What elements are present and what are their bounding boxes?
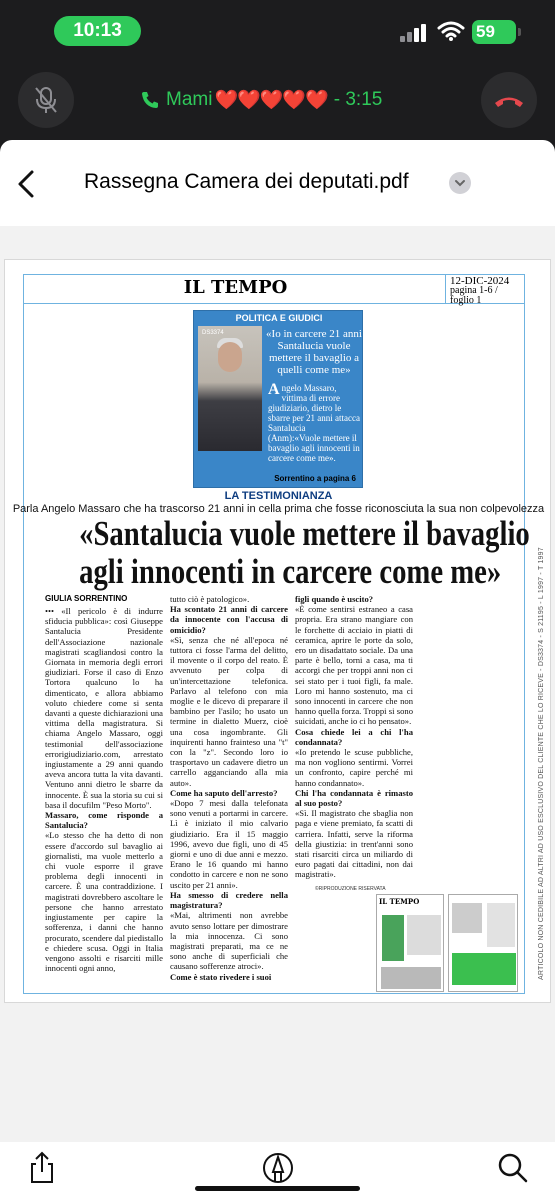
promo-ref: Sorrentino a pagina 6 — [274, 474, 356, 483]
promo-quote: «Io in carcere 21 anni Santalucia vuole mettere il bavaglio a quelli come me» — [266, 328, 362, 376]
promo-tag: POLITICA E GIUDICI — [235, 313, 323, 323]
masthead-box — [23, 274, 446, 304]
col2-question-3: Ha smesso di credere nella magistratura? — [170, 889, 288, 911]
call-label[interactable] — [140, 86, 430, 114]
search-icon — [493, 1148, 533, 1188]
thumbnail-block — [487, 903, 515, 947]
headline-line-1: «Santalucia vuole mettere il bavaglio — [79, 514, 530, 553]
col2-question-4: Come è stato rivedere i suoi — [170, 971, 272, 982]
article-pages: pagina 1-6 / — [450, 285, 498, 296]
col1-answer-1: «Lo stesso che ha detto di non essere d'accordo sul bavaglio ai giornalisti, ma vuole metterlo a chi vuole esporre il grave problema degli innocenti in carcere. È una contraddizione. I magistrati dovrebbero ascoltare le persone che hanno arrestato ingiustamente per capire la sofferenza, i danni che hanno procurato, scendere dal piedistallo e chiedere scusa. Oggi in Italia vengono assolti e risarciti mille innocenti ogni anno, — [45, 830, 163, 974]
thumbnail-block — [452, 953, 516, 985]
promo-text — [268, 383, 360, 463]
col1-intro: ••• «Il pericolo è di indurre sfiducia pubblica»: così Giuseppe Santalucia Presidente dell'Associazione nazionale magistrati scagliandosi contro la Giornata in memoria degli errori giudiziari. Forse il caso di Enzo Tortora qualcuno lo ha dimenticato, e allora abbiamo voluto chiedere come si senta davanti a queste dichiarazioni una vittima della magistratura. Si chiama Angelo Massaro, oggi testimonial dell'associazione errorigiudiziario.com, arrestato ingiustamente a 29 anni quando aveva ancora tutta la vita davanti. Ventuno anni dietro le sbarre da innocente. È sua la storia su cui si basa il docufilm "Peso Morto". — [45, 606, 163, 810]
col3-answer-2: «Sì. Il magistrato che sbaglia non paga e viene premiato, fa scatti di carriera. Infatti, serve la riforma della giustizia: in trent'anni sono stati risarciti circa un miliardo di euro pagati dai cittadini, non dai magistrati». — [295, 808, 413, 880]
promo-dropcap: A — [268, 381, 280, 398]
front-page-promo — [193, 310, 363, 488]
pdf-viewer[interactable] — [0, 226, 555, 1142]
promo-body: ngelo Massaro, vittima di errore giudiziario, dietro le sbarre per 21 anni attacca Santalucia (Anm):«Vuole mettere il bavaglio agli innocenti in carcere come me». — [268, 383, 360, 463]
side-note — [527, 280, 545, 980]
mute-button[interactable] — [18, 72, 74, 128]
markup-button[interactable] — [258, 1148, 298, 1188]
wifi-icon — [437, 20, 465, 42]
front-page-thumbnail — [376, 894, 444, 992]
col3-answer-0: «È come sentirsi estraneo a casa propria. Era strano mangiare con le forchette di acciaio in piatti di ceramica, aprire le porte da solo, ero un disadattato sociale. Da una parte è bello, torni a casa, ma ti accorgi che per troppi anni non ci sei stato per i tuoi figli, fa male. Loro mi hanno sostenuto, ma ci sono innocenti in carcere che non hanno quella forza. Troppi si sono suicidati, anche io ci ho pensato». — [295, 604, 413, 727]
signal-icon — [400, 24, 430, 42]
end-call-icon — [481, 72, 537, 128]
inside-page-thumbnail — [448, 894, 518, 992]
call-contact: Mami — [166, 89, 213, 110]
article-deck: Parla Angelo Massaro che ha trascorso 21 anni in cella prima che fosse riconosciuta la sua non colpevolezza — [12, 503, 545, 515]
back-button[interactable] — [10, 164, 44, 204]
col3-question-0: figli quando è uscito? — [295, 594, 374, 604]
article-date: 12-DIC-2024 — [450, 275, 510, 287]
byline: GIULIA SORRENTINO — [45, 594, 128, 603]
home-indicator[interactable] — [195, 1186, 360, 1191]
side-note-text: ARTICOLO NON CEDIBILE AD ALTRI AD USO ESCLUSIVO DEL CLIENTE CHE LO RICEVE - DS3374 - S 21195 - L 1997 - T 1997 — [538, 547, 545, 980]
chevron-left-icon — [10, 164, 44, 204]
phone-icon — [140, 90, 160, 110]
document-sheet — [0, 140, 555, 1200]
col3-question-1: Cosa chiede lei a chi l'ha condannata? — [295, 726, 413, 747]
mic-off-icon — [18, 72, 74, 128]
share-button[interactable] — [22, 1148, 62, 1188]
call-area — [0, 0, 555, 140]
battery-tip — [518, 28, 521, 36]
headline-line-2: agli innocenti in carcere come me» — [79, 552, 502, 591]
article-headline — [79, 514, 530, 591]
col2-question-2: Come ha saputo dell'arresto? — [170, 787, 278, 798]
promo-badge: DS3374 — [202, 330, 224, 336]
article-sheet: foglio 1 — [450, 295, 482, 306]
end-call-button[interactable] — [481, 72, 537, 128]
col2-answer-1: «Sì, senza che né all'epoca né tuttora ci fosse l'arma del delitto, il movente o il corpo del reato. È avvenuto per colpa di un'intercettazione telefonica. Parlavo al telefono con mia moglie e le dicevo di preparare il bambino per l'asilo; ho usato un termine in dialetto Muerz, cioè una cosa ingombrante. Gli inquirenti hanno frainteso una "t" con la "z". Secondo loro io trasportavo un cadavere dietro un carrello agganciando alla mia auto». — [170, 634, 288, 788]
title-menu-button[interactable] — [449, 172, 471, 194]
call-hearts: ❤️❤️❤️❤️❤️ — [214, 90, 328, 111]
photo-face — [218, 342, 242, 372]
col1-question-1: Massaro, come risponde a Santalucia? — [45, 810, 163, 831]
viewer-nav-bar — [0, 140, 555, 226]
chevron-down-icon — [449, 172, 471, 194]
thumbnail-block — [452, 903, 482, 933]
col3-question-2: Chi l'ha condannata è rimasto al suo posto? — [295, 787, 413, 809]
col2-question-1: Ha scontato 21 anni di carcere da innocente con l'accusa di omicidio? — [170, 604, 288, 635]
promo-photo — [198, 326, 262, 451]
call-duration: - 3:15 — [333, 89, 383, 110]
col2-answer-0: tutto ciò è patologico». — [170, 594, 250, 604]
thumbnail-block — [381, 967, 441, 989]
article-meta — [446, 274, 525, 304]
pdf-page[interactable] — [4, 259, 551, 1003]
status-bar — [0, 0, 555, 60]
col2-answer-3: «Mai, altrimenti non avrebbe avuto senso lottare per dimostrare la mia innocenza. Ci sono magistrati preparati, ma ce ne sono anche di superficiali che causano sofferenze atroci». — [170, 910, 288, 972]
search-button[interactable] — [493, 1148, 533, 1188]
col2-answer-2: «Dopo 7 mesi dalla telefonata sono venuti a portarmi in carcere. Lì è iniziato il mio calvario giudiziario. Era il 15 maggio 1996, avevo due figli, uno di 45 giorni e uno di due anni e mezzo. Erano le 16 quando mi hanno condotto in carcere e non ne sono uscito per 21 anni». — [170, 798, 288, 890]
section-label: LA TESTIMONIANZA — [224, 490, 333, 502]
status-time[interactable]: 10:13 — [54, 16, 141, 46]
thumbnail-block — [407, 915, 441, 955]
thumbnail-masthead: IL TEMPO — [379, 897, 420, 906]
copyright-note: ©RIPRODUZIONE RISERVATA — [315, 886, 386, 892]
article-column-3 — [295, 594, 413, 884]
markup-pen-icon — [258, 1148, 298, 1188]
col3-answer-1: «Io pretendo le scuse pubbliche, ma non vogliono sentirmi. Vorrei un confronto, capire perché mi hanno condannato». — [295, 747, 413, 788]
share-icon — [22, 1148, 62, 1188]
article-column-2 — [170, 594, 288, 984]
newspaper-masthead: IL TEMPO — [183, 277, 288, 298]
document-title[interactable]: Rassegna Camera dei deputati.pdf — [84, 170, 409, 193]
battery-indicator: 59 — [472, 20, 516, 44]
article-column-1 — [45, 606, 163, 986]
bottom-toolbar — [0, 1142, 555, 1200]
thumbnail-block — [382, 915, 404, 961]
